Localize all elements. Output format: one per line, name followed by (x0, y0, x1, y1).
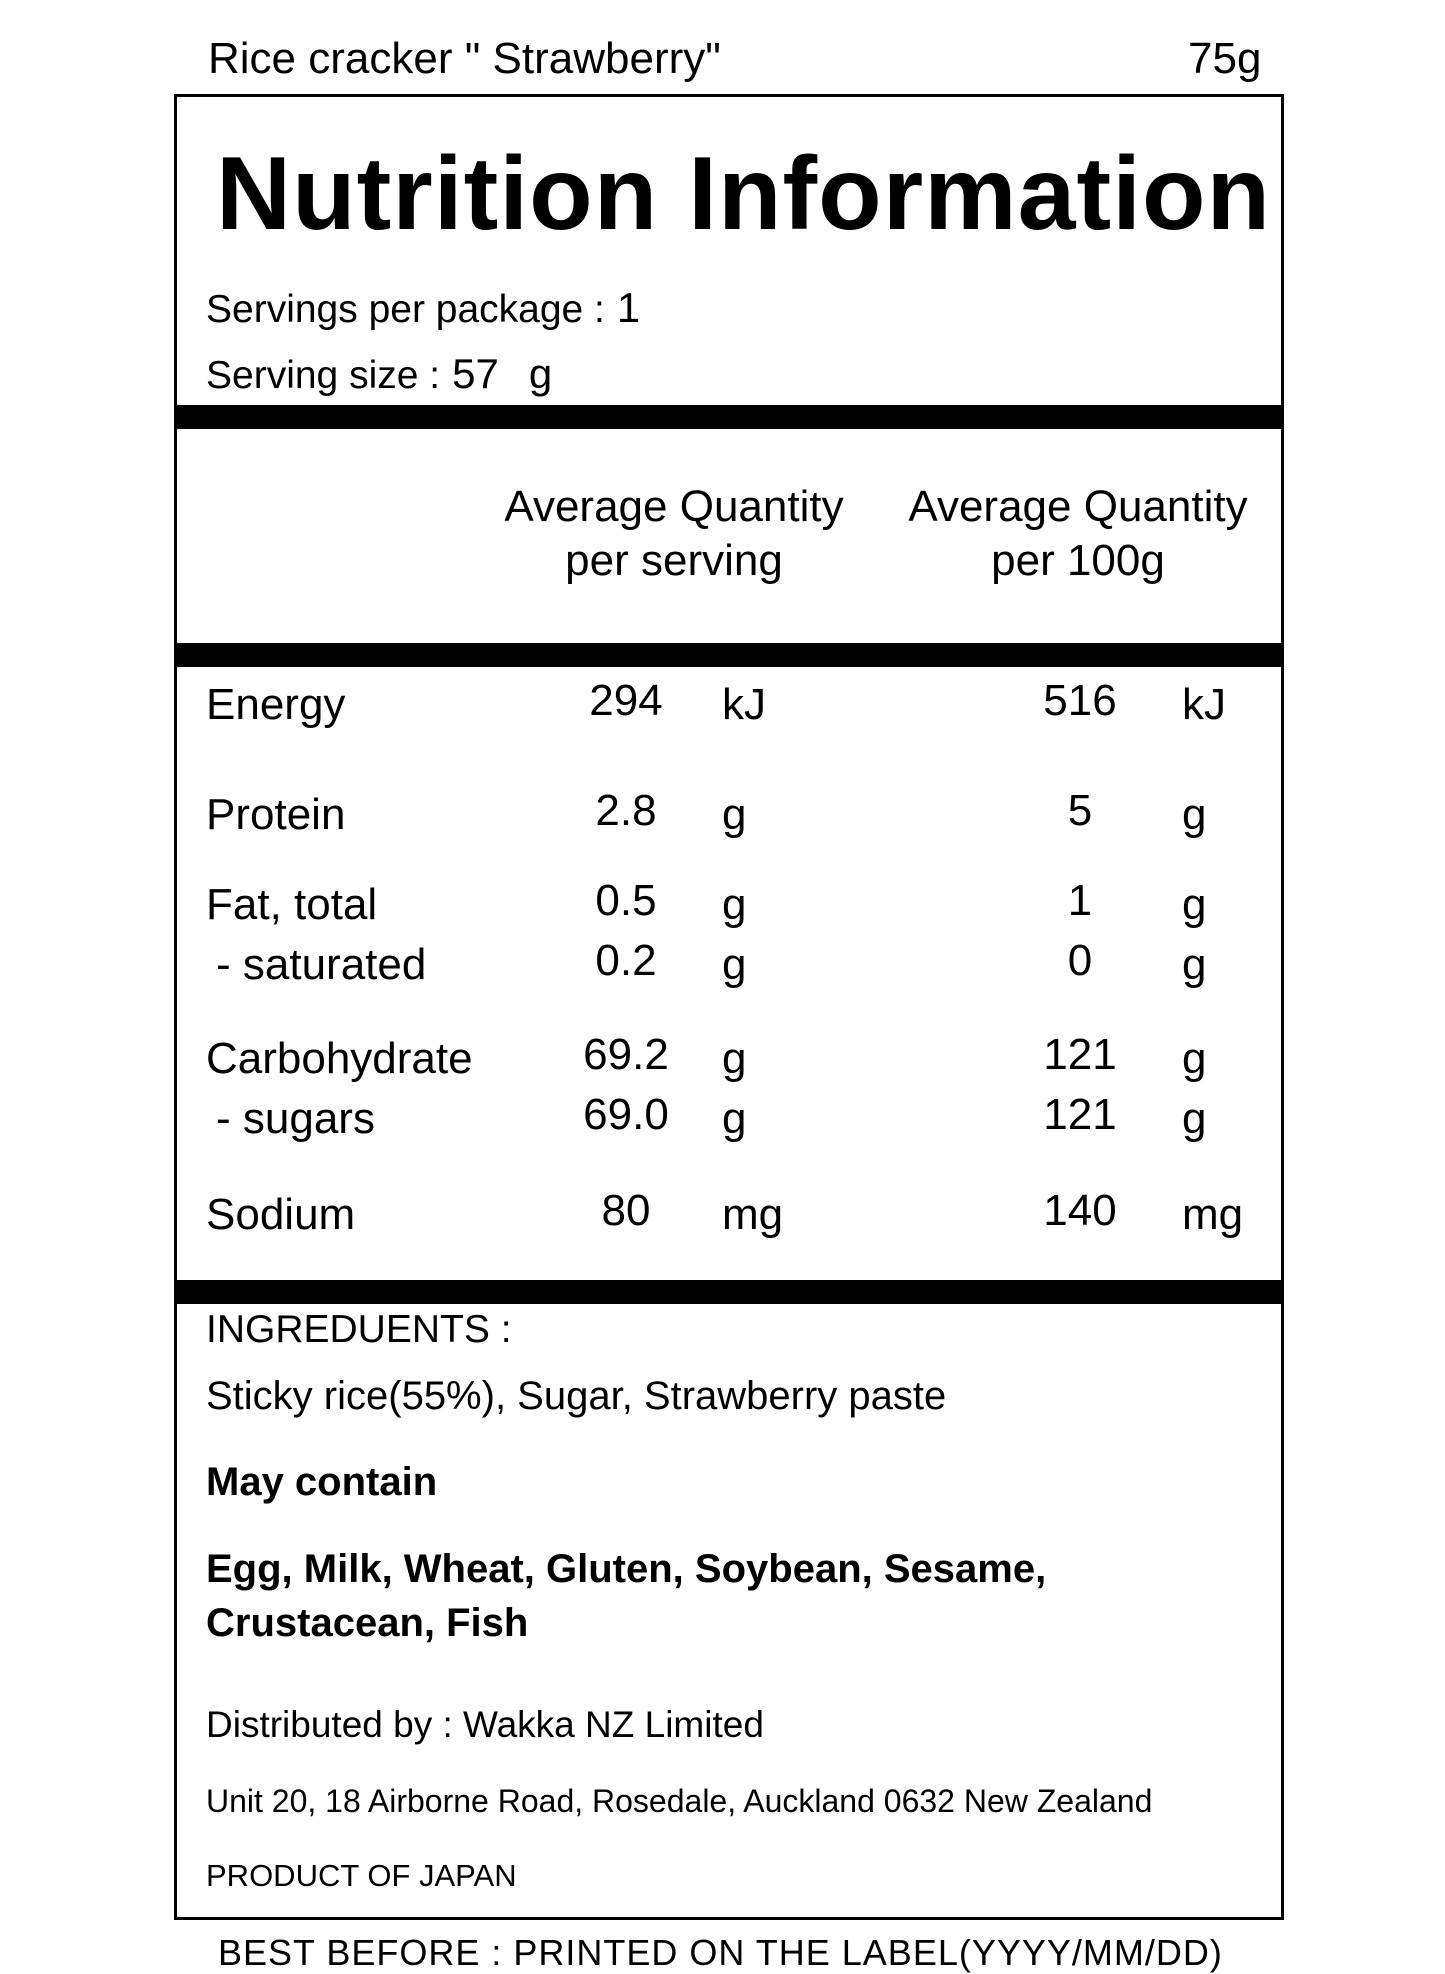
serving-size-value: 57 (452, 350, 499, 397)
allergens-text: Egg, Milk, Wheat, Gluten, Soybean, Sesame, Crustacean, Fish (206, 1547, 1047, 1645)
servings-per-package (206, 284, 640, 332)
column-header-line: Average Quantity (504, 482, 844, 531)
nutrient-name: - sugars (216, 1094, 375, 1143)
nutrient-name: Energy (206, 680, 346, 729)
value-per-100g: 121 (1043, 1090, 1117, 1139)
value-per-100g: 5 (1067, 786, 1093, 835)
divider-thick (174, 643, 1284, 667)
nutrient-name: Fat, total (206, 880, 378, 929)
nutrient-row-sodium (206, 1190, 355, 1240)
serving-size (206, 350, 552, 398)
nutrient-row-fat-total (206, 880, 377, 930)
value-per-serving: 2.8 (595, 786, 657, 835)
column-header-line: per serving (565, 536, 783, 585)
value-per-serving: 69.0 (583, 1090, 669, 1139)
value-per-serving: 0.2 (595, 936, 657, 985)
unit-per-serving: g (722, 1094, 747, 1143)
value-per-100g: 1 (1067, 876, 1093, 925)
nutrient-name: Carbohydrate (206, 1034, 473, 1083)
panel-title: Nutrition Information (216, 136, 1272, 252)
unit-per-serving: g (722, 880, 747, 929)
value-per-100g: 0 (1067, 936, 1093, 985)
unit-per-serving: kJ (722, 680, 766, 729)
product-name: Rice cracker " Strawberry" (208, 34, 721, 83)
distributor-address: Unit 20, 18 Airborne Road, Rosedale, Auckland 0632 New Zealand (206, 1783, 1153, 1819)
unit-per-serving: g (722, 940, 747, 989)
country-of-origin: PRODUCT OF JAPAN (206, 1858, 517, 1893)
column-header-line: Average Quantity (908, 482, 1248, 531)
nutrient-name: Protein (206, 790, 346, 839)
serving-size-unit: g (528, 350, 553, 397)
nutrient-row-carbohydrate (206, 1034, 473, 1084)
may-contain-heading: May contain (206, 1460, 438, 1504)
value-per-100g: 516 (1043, 676, 1117, 725)
value-per-serving: 69.2 (583, 1030, 669, 1079)
column-header-per-100g (888, 480, 1268, 588)
ingredients-heading: INGREDUENTS : (206, 1308, 512, 1351)
value-per-serving: 80 (601, 1186, 651, 1235)
unit-per-100g: g (1182, 1034, 1207, 1083)
serving-size-label: Serving size : (206, 354, 441, 397)
unit-per-100g: g (1182, 880, 1207, 929)
column-header-line: per 100g (991, 536, 1165, 585)
nutrient-row-sugars (216, 1094, 375, 1144)
unit-per-serving: g (722, 1034, 747, 1083)
nutrient-name: - saturated (216, 940, 427, 989)
unit-per-serving: g (722, 790, 747, 839)
unit-per-100g: kJ (1182, 680, 1226, 729)
value-per-100g: 140 (1043, 1186, 1117, 1235)
value-per-serving: 0.5 (595, 876, 657, 925)
unit-per-100g: g (1182, 1094, 1207, 1143)
unit-per-serving: mg (722, 1190, 784, 1239)
servings-per-package-label: Servings per package : (206, 288, 605, 331)
divider-thick (174, 1280, 1284, 1304)
unit-per-100g: g (1182, 940, 1207, 989)
servings-per-package-value: 1 (616, 284, 641, 331)
distributor: Distributed by : Wakka NZ Limited (206, 1704, 764, 1745)
nutrient-row-energy (206, 680, 345, 730)
unit-per-100g: g (1182, 790, 1207, 839)
nutrient-row-saturated (216, 940, 426, 990)
ingredients-text: Sticky rice(55%), Sugar, Strawberry paste (206, 1374, 947, 1418)
nutrient-row-protein (206, 790, 345, 840)
nutrient-name: Sodium (206, 1190, 356, 1239)
divider-thick (174, 405, 1284, 429)
value-per-serving: 294 (589, 676, 663, 725)
unit-per-100g: mg (1182, 1190, 1244, 1239)
net-weight: 75g (1188, 34, 1262, 83)
column-header-per-serving (484, 480, 864, 588)
best-before: BEST BEFORE : PRINTED ON THE LABEL(YYYY/MM/DD) (218, 1932, 1223, 1973)
value-per-100g: 121 (1043, 1030, 1117, 1079)
